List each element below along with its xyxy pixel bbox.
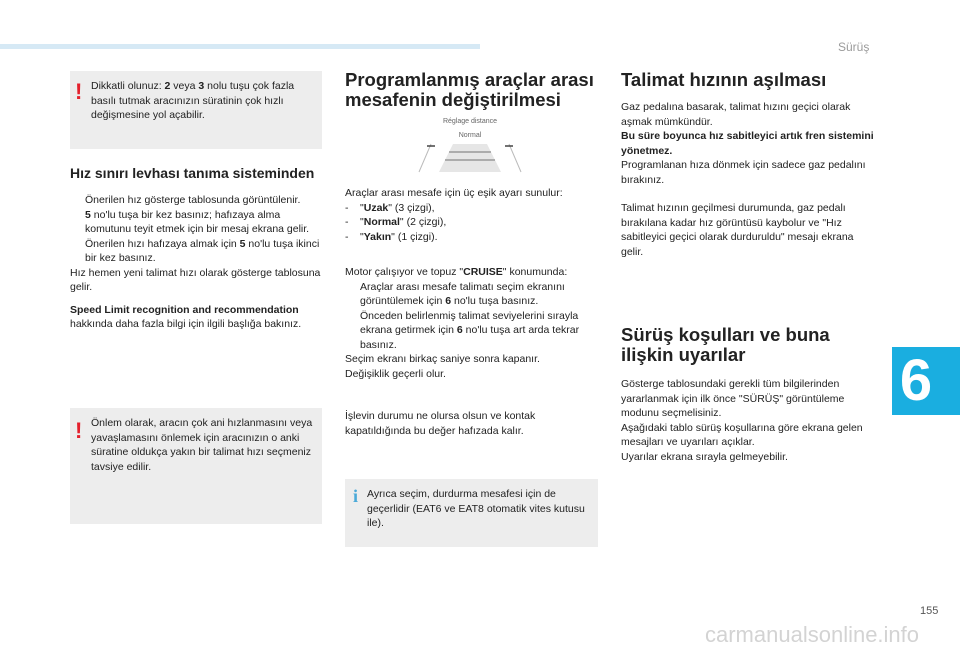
chapter-number: 6 <box>899 348 933 413</box>
paragraph: Talimat hızının geçilmesi durumunda, gaz pedalı bırakılana kadar hız görüntüsü kaybolur ve "Hız sabitleyici geçici olarak durduruldu" mesajı ekrana gelir. <box>621 202 854 258</box>
paragraph: Programlanan hıza dönmek için sadece gaz pedalını bırakınız. <box>621 159 866 186</box>
info-box-eat <box>345 479 598 547</box>
paragraph: Uyarılar ekrana sırayla gelmeyebilir. <box>621 450 788 463</box>
watermark: carmanualsonline.info <box>705 622 920 647</box>
warning-icon: ! <box>75 418 83 443</box>
column-3 <box>621 70 876 259</box>
road-edge <box>509 144 521 172</box>
road-shape <box>439 144 501 172</box>
warning-text: Önlem olarak, aracın çok ani hızlanmasını veya yavaşlamasını önlemek için aracınızın o anki süratine oldukça yakın bir talimat hızı seçmeniz tavsiye edilir. <box>91 417 313 473</box>
top-accent-bar <box>0 44 480 49</box>
paragraph-cruise: Motor çalışıyor ve topuz "CRUISE" konumunda: <box>345 266 568 278</box>
list-item: Araçlar arası mesafe talimatı seçim ekranını görüntülemek için 6 no'lu tuşa basınız. <box>360 280 565 307</box>
list-item: - "Normal" (2 çizgi), <box>345 216 447 228</box>
column-2-body <box>345 186 600 438</box>
column-2 <box>345 70 600 110</box>
list-item: Önerilen hız gösterge tablosunda görüntülenir. <box>85 194 301 206</box>
paragraph-memory: İşlevin durumu ne olursa olsun ve kontak kapatıldığında bu değer hafızada kalır. <box>345 410 536 437</box>
info-icon: i <box>353 486 359 506</box>
warning-box-speed-choice <box>70 408 322 524</box>
paragraph: Değişiklik geçerli olur. <box>345 367 446 380</box>
column-1 <box>70 165 322 332</box>
warning-text: Dikkatli olunuz: 2 veya 3 nolu tuşu çok fazla basılı tutmak aracınızın süratinin çok hızlı değişmesine yol açabilir. <box>91 80 295 121</box>
list-item: - "Yakın" (1 çizgi). <box>345 230 438 243</box>
info-text: Ayrıca seçim, durdurma mesafesi için de geçerlidir (EAT6 ve EAT8 otomatik vites kutusu ile). <box>367 488 585 529</box>
heading-speed-exceed: Talimat hızının aşılması <box>621 69 827 90</box>
paragraph: Gaz pedalına basarak, talimat hızını geçici olarak aşmak mümkündür. <box>621 101 851 128</box>
paragraph: Aşağıdaki tablo sürüş koşullarına göre ekrana gelen mesajları ve uyarıları açıklar. <box>621 421 863 448</box>
column-3-lower <box>621 325 876 464</box>
paragraph: Gösterge tablosundaki gerekli tüm bilgilerinden yararlanmak için ilk önce "SÜRÜŞ" görüntüleme modunu seçmelisiniz. <box>621 378 845 419</box>
diagram-title: Réglage distance <box>442 118 498 125</box>
paragraph: Seçim ekranı birkaç saniye sonra kapanır. <box>345 353 540 365</box>
list-item: Önceden belirlenmiş talimat seviyelerini sırayla ekrana getirmek için 6 no'lu tuşa art arda tekrar basınız. <box>360 309 580 351</box>
paragraph-bold: Bu süre boyunca hız sabitleyici artık fren sistemini yönetmez. <box>621 130 874 157</box>
list-item: Önerilen hızı hafızaya almak için 5 no'lu tuşa ikinci bir kez basınız. <box>85 237 320 264</box>
heading-distance-change: Programlanmış araçlar arası mesafenin değiştirilmesi <box>345 69 594 110</box>
list-item: - "Uzak" (3 çizgi), <box>345 201 435 214</box>
list-item: 5 no'lu tuşa bir kez basınız; hafızaya alma komutunu teyit etmek için bir mesaj ekrana gelir. <box>85 208 310 235</box>
warning-box-key-hold <box>70 71 322 149</box>
distance-display-diagram <box>405 114 535 176</box>
road-edge <box>419 144 431 172</box>
paragraph: Hız hemen yeni talimat hızı olarak gösterge tablosuna gelir. <box>70 266 321 293</box>
warning-icon: ! <box>75 79 83 104</box>
diagram-mode: Normal <box>458 132 482 139</box>
heading-driving-conditions: Sürüş koşulları ve buna ilişkin uyarılar <box>621 324 830 365</box>
page-number: 155 <box>920 605 939 617</box>
paragraph-reference: Speed Limit recognition and recommendation hakkında daha fazla bilgi için ilgili başlığa bakınız. <box>70 303 302 330</box>
paragraph-intro: Araçlar arası mesafe için üç eşik ayarı sunulur: <box>345 187 563 199</box>
heading-speed-limit-recognition: Hız sınırı levhası tanıma sisteminden <box>70 165 315 181</box>
section-title: Sürüş <box>838 40 870 54</box>
